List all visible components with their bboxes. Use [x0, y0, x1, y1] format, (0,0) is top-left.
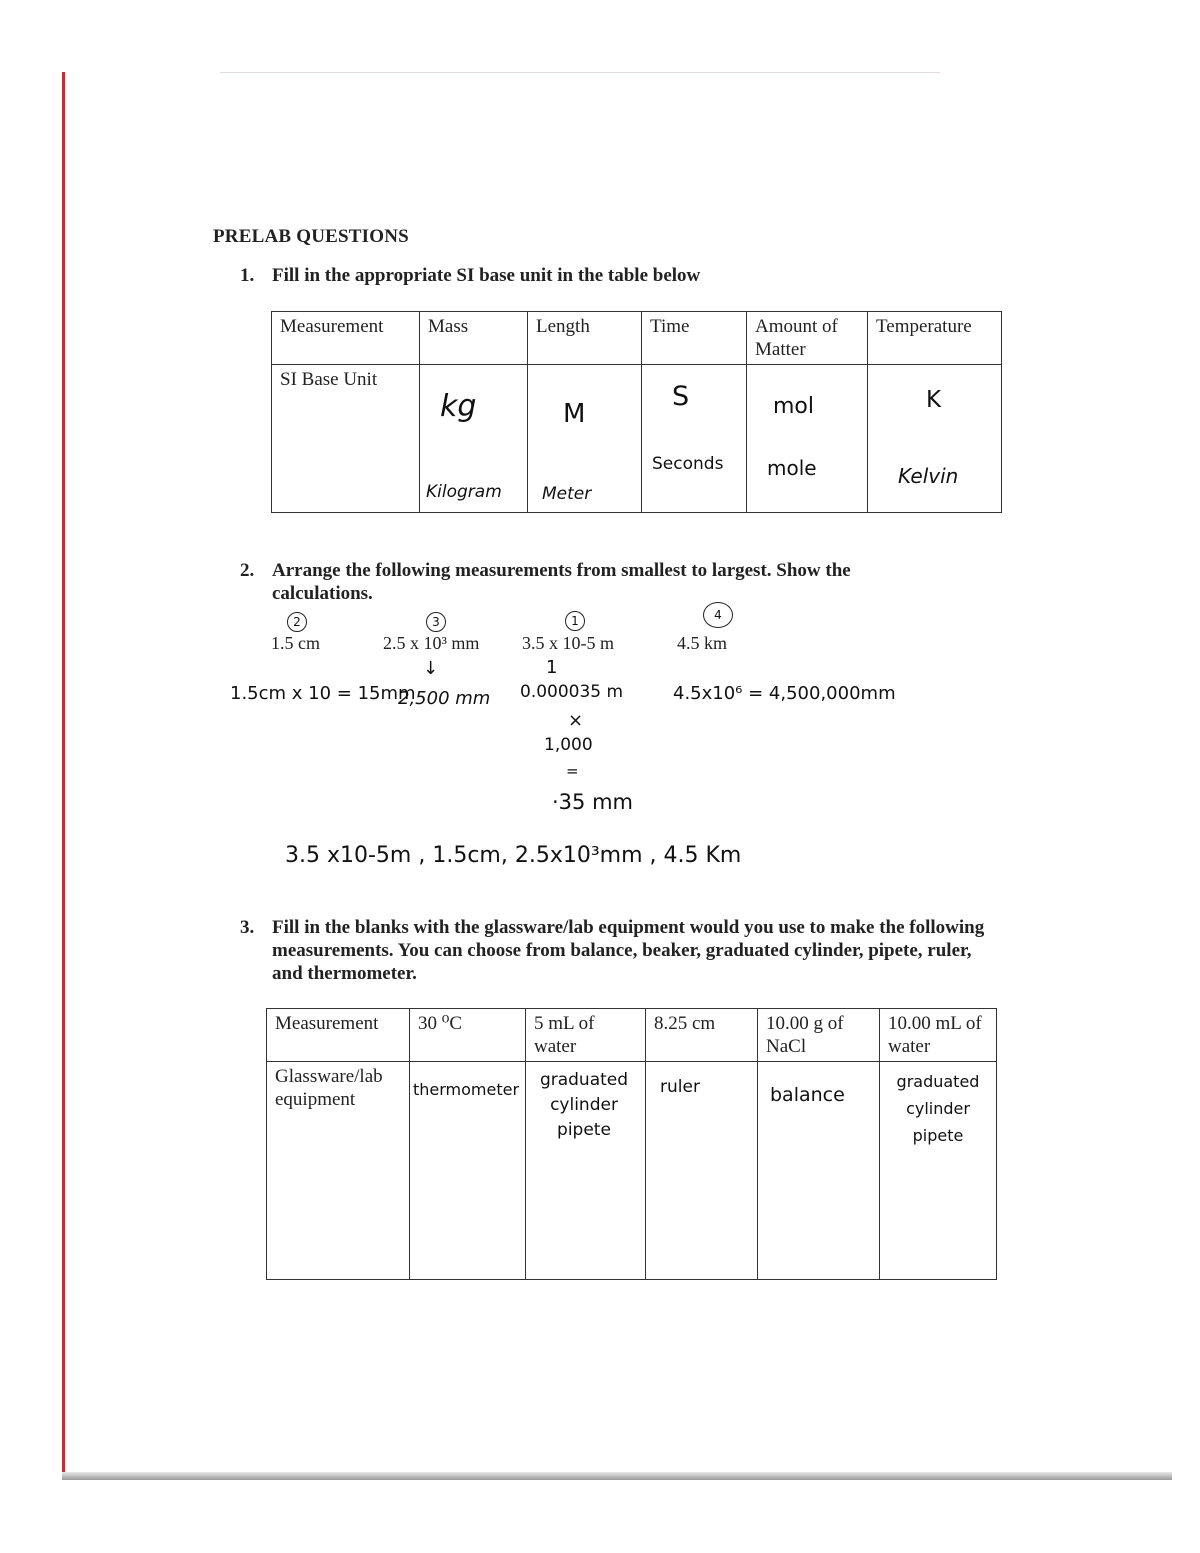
table3-header-temperature: 30 ⁰C	[410, 1009, 526, 1062]
table3-cell-10ml-water	[880, 1062, 997, 1280]
down-arrow-icon: ↓	[423, 658, 439, 679]
equipment-table	[266, 1008, 997, 1280]
rank-mark: 3	[426, 612, 446, 632]
paper-edge-bottom	[62, 1472, 1172, 1480]
question-1-number: 1.	[240, 265, 255, 286]
question-1	[240, 264, 700, 287]
table1-cell-time	[642, 365, 747, 513]
table1-header-temperature: Temperature	[868, 312, 1002, 365]
table3-header-length: 8.25 cm	[646, 1009, 758, 1062]
measurement-4: 4.5 km	[677, 633, 728, 653]
answer-temperature-symbol: K	[926, 387, 942, 413]
answer-amount-symbol: mol	[773, 394, 815, 419]
table3-cell-length	[646, 1062, 758, 1280]
question-2-number: 2.	[240, 560, 255, 581]
table1-header-mass: Mass	[420, 312, 528, 365]
table3-header-measurement: Measurement	[267, 1009, 410, 1062]
answer-temperature-word: Kelvin	[898, 464, 959, 488]
question-2	[240, 559, 912, 605]
answer-balance: balance	[770, 1084, 845, 1106]
work-m3-line: =	[566, 762, 579, 780]
table3-cell-5ml-water	[526, 1062, 646, 1280]
work-m3-line: ×	[568, 710, 584, 731]
question-1-text: Fill in the appropriate SI base unit in the table below	[272, 265, 701, 286]
table1-row-label: SI Base Unit	[272, 365, 420, 513]
answer-thermometer: thermometer	[413, 1080, 520, 1099]
measurement-1: 1.5 cm	[271, 633, 320, 653]
answer-mass-word: Kilogram	[426, 482, 502, 502]
si-unit-table	[271, 311, 1002, 513]
rank-mark: 2	[287, 612, 307, 632]
rank-mark: 4	[703, 602, 733, 628]
table3-header-10ml-water: 10.00 mL of water	[880, 1009, 997, 1062]
answer-amount-word: mole	[767, 456, 817, 480]
answer-mass-symbol: kg	[440, 389, 477, 424]
answer-length-word: Meter	[542, 484, 592, 504]
rank-mark: 1	[565, 611, 585, 631]
table3-cell-mass	[758, 1062, 880, 1280]
paper-edge-top	[220, 72, 940, 73]
page-heading: PRELAB QUESTIONS	[213, 226, 409, 247]
measurement-3: 3.5 x 10-5 m	[522, 633, 614, 653]
question-3-text: Fill in the blanks with the glassware/lab equipment would you use to make the following measurements. You can choose from balance, beaker, graduated cylinder, pipete, ruler, and thermometer.	[272, 917, 985, 984]
answer-ruler: ruler	[660, 1077, 700, 1097]
work-final-answer: 3.5 x10-5m , 1.5cm, 2.5x10³mm , 4.5 Km	[285, 843, 742, 868]
table3-cell-temperature	[410, 1062, 526, 1280]
table1-header-measurement: Measurement	[272, 312, 420, 365]
table1-header-length: Length	[528, 312, 642, 365]
work-m3-line: 1	[546, 657, 558, 678]
work-m3-line: ·35 mm	[552, 790, 633, 814]
question-2-text: Arrange the following measurements from smallest to largest. Show the calculations.	[272, 560, 851, 604]
measurement-2: 2.5 x 10³ mm	[383, 633, 480, 653]
table3-row-label: Glassware/lab equipment	[267, 1062, 410, 1280]
work-measurement-1: 1.5cm x 10 = 15mm	[230, 683, 416, 704]
question-3-number: 3.	[240, 917, 255, 938]
answer-10ml-equipment: graduated cylinder pipete	[896, 1072, 980, 1145]
work-measurement-2: 2,500 mm	[398, 688, 491, 709]
table1-header-time: Time	[642, 312, 747, 365]
table1-header-amount: Amount of Matter	[747, 312, 868, 365]
answer-5ml-equipment: graduated cylinder pipete	[539, 1070, 629, 1140]
answer-time-symbol: S	[672, 381, 690, 412]
table1-cell-amount	[747, 365, 868, 513]
question-3	[240, 916, 1002, 985]
table3-header-mass: 10.00 g of NaCl	[758, 1009, 880, 1062]
table3-header-5ml-water: 5 mL of water	[526, 1009, 646, 1062]
paper-edge-left	[62, 72, 65, 1480]
table1-cell-temperature	[868, 365, 1002, 513]
work-measurement-4: 4.5x10⁶ = 4,500,000mm	[673, 683, 896, 704]
work-m3-line: 1,000	[544, 735, 593, 755]
table1-cell-length	[528, 365, 642, 513]
answer-time-word: Seconds	[652, 454, 724, 474]
table1-cell-mass	[420, 365, 528, 513]
work-m3-line: 0.000035 m	[520, 682, 624, 702]
answer-length-symbol: M	[563, 399, 586, 429]
